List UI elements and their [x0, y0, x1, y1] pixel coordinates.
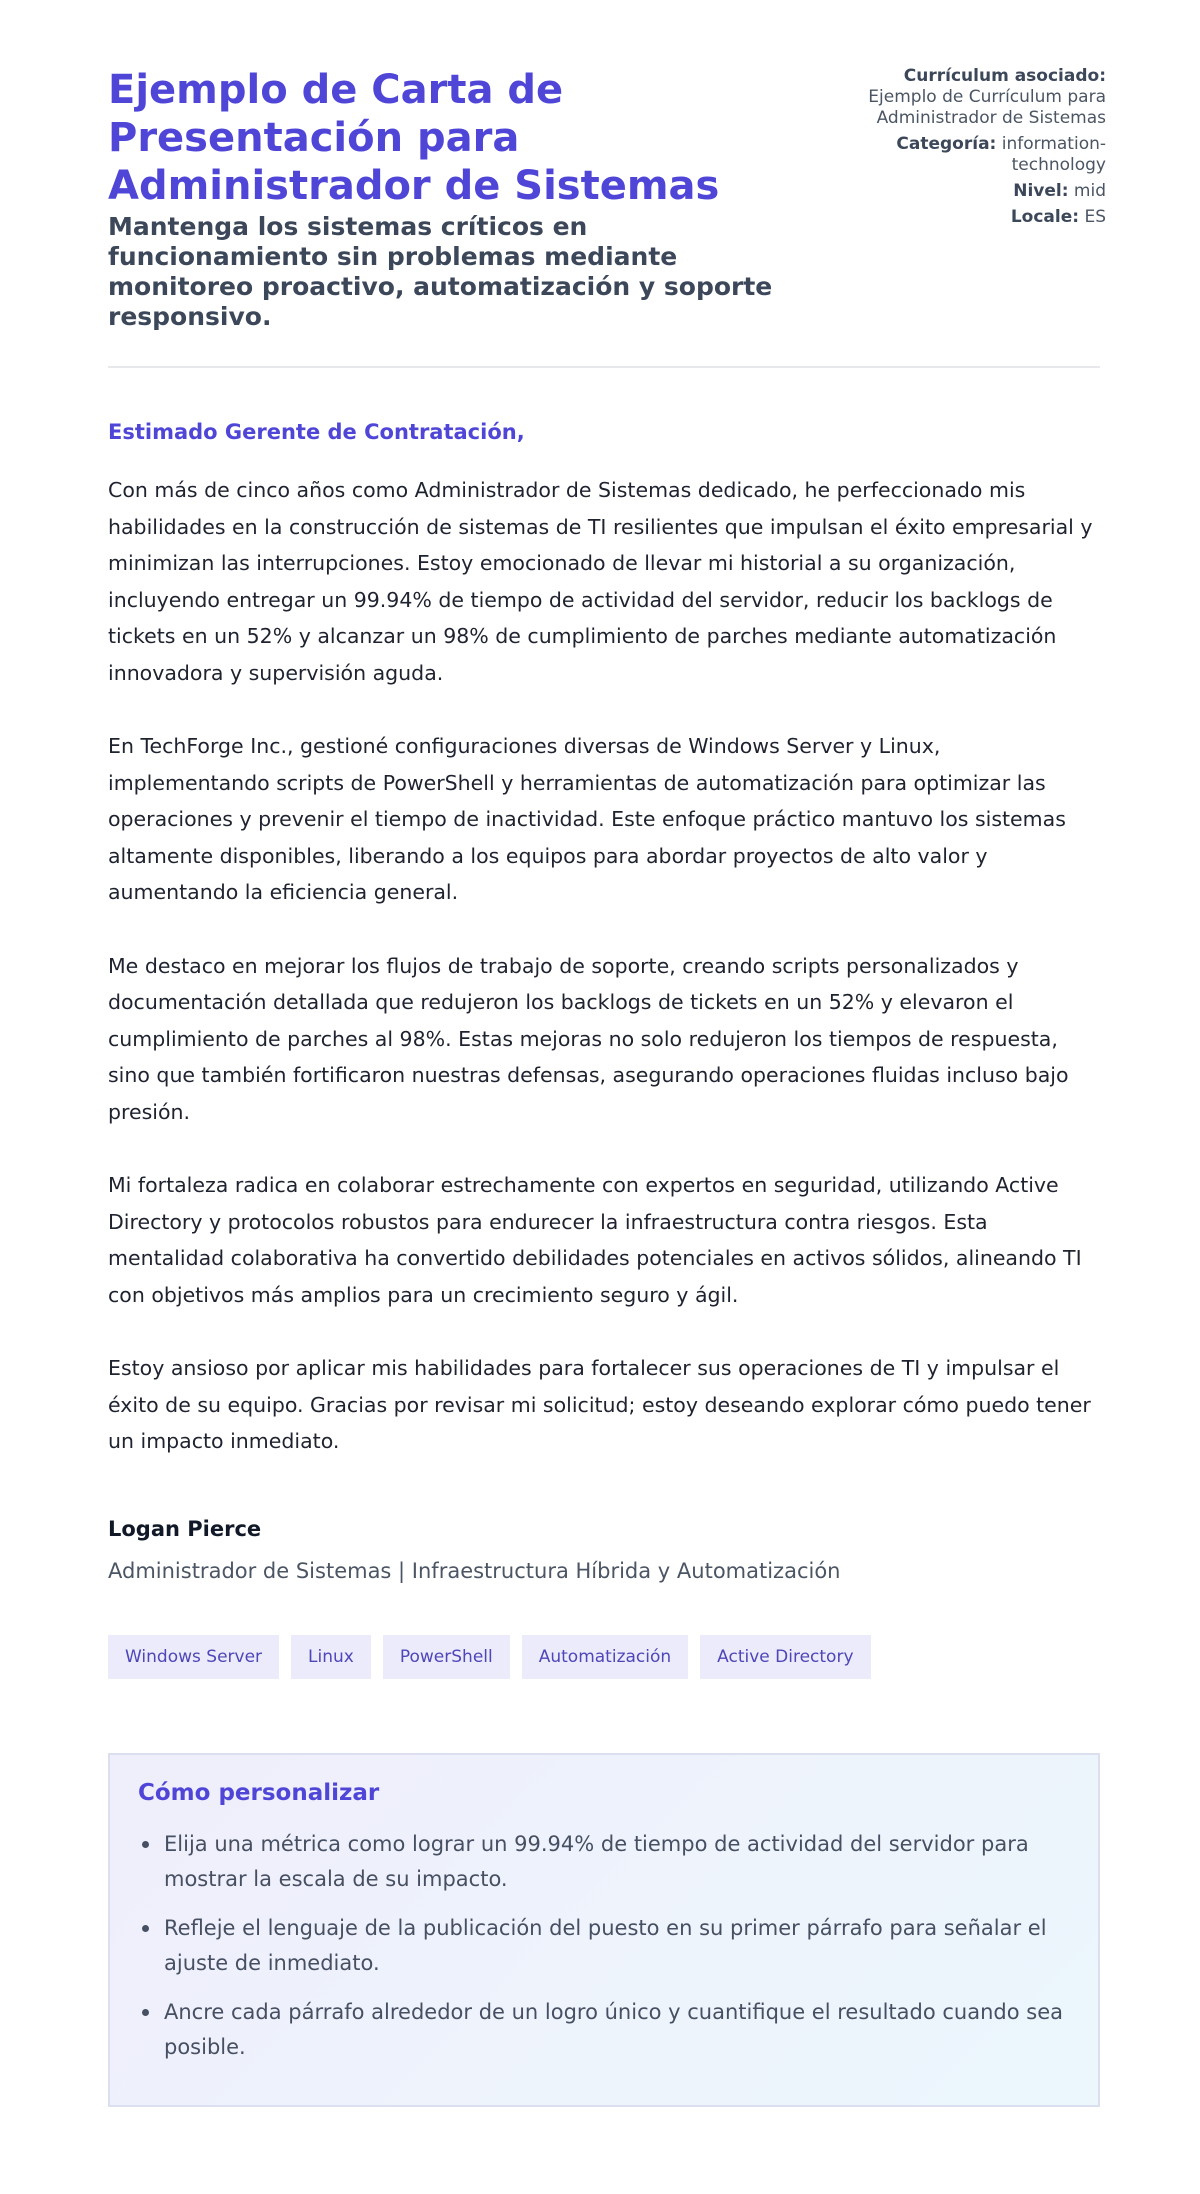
letter-body: [108, 418, 1100, 1460]
signature-block: [108, 1515, 1100, 1585]
page-header: [108, 0, 1106, 368]
signature-title: Administrador de Sistemas | Infraestructura Híbrida y Automatización: [108, 1558, 841, 1583]
bullet-icon: [142, 1841, 149, 1848]
meta-level-label: Nivel:: [1013, 181, 1069, 201]
tag-powershell[interactable]: PowerShell: [383, 1635, 510, 1679]
meta-level: [846, 181, 1106, 202]
bullet-icon: [142, 1925, 149, 1932]
meta-category-label: Categoría:: [896, 134, 997, 154]
meta-level-value: mid: [1073, 181, 1106, 201]
tag-windows-server[interactable]: Windows Server: [108, 1635, 279, 1679]
letter-paragraph: Mi fortaleza radica en colaborar estrechamente con expertos en seguridad, utilizando Active Directory y protocolos robustos para endurecer la infraestructura contra riesgos. Esta mentalidad colaborativa ha convertido debilidades potenciales en activos sólidos, alineando TI con objetivos más amplios para un crecimiento seguro y ágil.: [108, 1173, 1082, 1307]
letter-paragraph: Estoy ansioso por aplicar mis habilidades para fortalecer sus operaciones de TI y impulsar el éxito de su equipo. Gracias por revisar mi solicitud; estoy deseando explorar cómo puedo tener un impacto inmediato.: [108, 1356, 1091, 1453]
tag-automatizacion[interactable]: Automatización: [522, 1635, 688, 1679]
meta-resume: [846, 66, 1106, 129]
tag-active-directory[interactable]: Active Directory: [700, 1635, 870, 1679]
meta-category: [846, 134, 1106, 176]
page-title: Ejemplo de Carta de Presentación para Administrador de Sistemas: [108, 67, 720, 209]
meta-locale-label: Locale:: [1010, 207, 1080, 227]
signature-name: Logan Pierce: [108, 1516, 262, 1541]
letter-paragraphs: [108, 472, 1100, 1460]
tip-item: [138, 1995, 1070, 2065]
metadata-panel: [846, 66, 1106, 233]
customization-tips-box: [108, 1753, 1100, 2107]
bullet-icon: [142, 2009, 149, 2016]
letter-paragraph: En TechForge Inc., gestioné configuraciones diversas de Windows Server y Linux, implementando scripts de PowerShell y herramientas de automatización para optimizar las operaciones y prevenir el tiempo de inactividad. Este enfoque práctico mantuvo los sistemas altamente disponibles, liberando a los equipos para abordar proyectos de alto valor y aumentando la eficiencia general.: [108, 734, 1066, 904]
letter-paragraph: Con más de cinco años como Administrador de Sistemas dedicado, he perfeccionado mis habilidades en la construcción de sistemas de TI resilientes que impulsan el éxito empresarial y minimizan las interrupciones. Estoy emocionado de llevar mi historial a su organización, incluyendo entregar un 99.94% de tiempo de actividad del servidor, reducir los backlogs de tickets en un 52% y alcanzar un 98% de cumplimiento de parches mediante automatización innovadora y supervisión aguda.: [108, 478, 1093, 685]
tip-text: Elija una métrica como lograr un 99.94% de tiempo de actividad del servidor para mostrar la escala de su impacto.: [164, 1831, 1029, 1891]
meta-resume-label: Currículum asociado:: [903, 66, 1106, 86]
salutation: Estimado Gerente de Contratación,: [108, 420, 525, 444]
meta-category-value: information-technology: [1001, 134, 1106, 175]
letter-paragraph: Me destaco en mejorar los flujos de trabajo de soporte, creando scripts personalizados y documentación detallada que redujeron los backlogs de tickets en un 52% y elevaron el cumplimiento de parches al 98%. Estas mejoras no solo redujeron los tiempos de respuesta, sino que también fortificaron nuestras defensas, asegurando operaciones fluidas incluso bajo presión.: [108, 953, 1069, 1124]
skill-tags: [108, 1635, 1100, 1679]
page-subtitle: Mantenga los sistemas críticos en funcionamiento sin problemas mediante monitoreo proactivo, automatización y soporte responsivo.: [108, 212, 773, 331]
tip-text: Refleje el lenguaje de la publicación del puesto en su primer párrafo para señalar el ajuste de inmediato.: [164, 1915, 1047, 1975]
header-title-block: [108, 66, 808, 332]
tips-list: [138, 1827, 1070, 2065]
meta-locale: [846, 207, 1106, 228]
tips-title: Cómo personalizar: [138, 1779, 380, 1806]
tip-item: [138, 1911, 1070, 1981]
tip-item: [138, 1827, 1070, 1897]
tip-text: Ancre cada párrafo alrededor de un logro único y cuantifique el resultado cuando sea posible.: [164, 1999, 1063, 2059]
meta-resume-value: Ejemplo de Currículum para Administrador de Sistemas: [868, 87, 1106, 128]
tag-linux[interactable]: Linux: [291, 1635, 371, 1679]
meta-locale-value: ES: [1084, 207, 1106, 227]
